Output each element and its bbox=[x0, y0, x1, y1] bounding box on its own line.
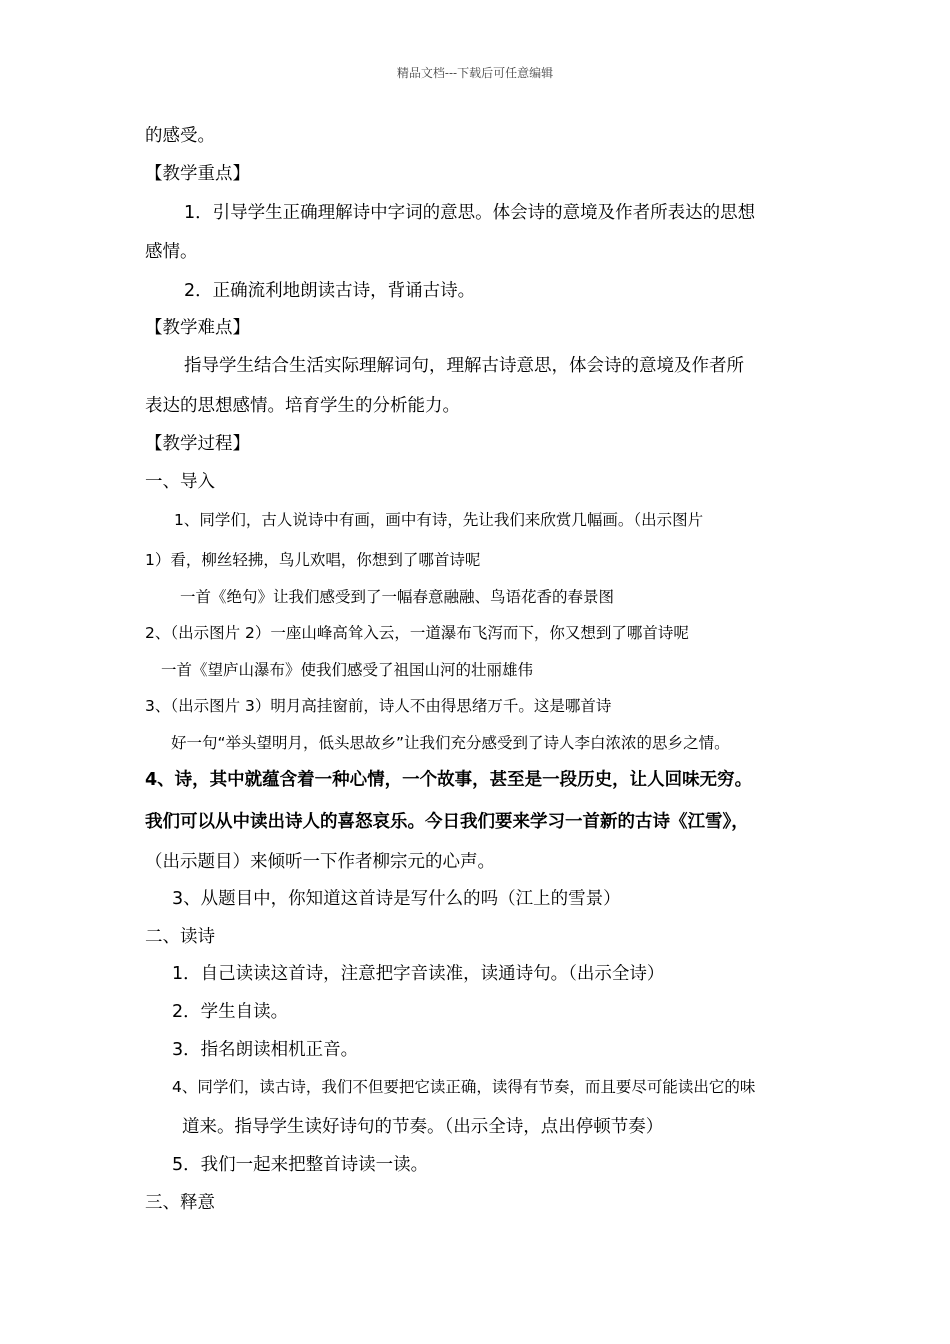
text-line: 好一句“举头望明月，低头思故乡”让我们充分感受到了诗人李白浓浓的思乡之情。 bbox=[171, 734, 730, 752]
text-line: 3、从题目中，你知道这首诗是写什么的吗（江上的雪景） bbox=[172, 889, 621, 909]
text-line: 表达的思想感情。培育学生的分析能力。 bbox=[145, 396, 460, 416]
page-header: 精品文档---下载后可任意编辑 bbox=[396, 66, 554, 80]
text-line: 指导学生结合生活实际理解词句，理解古诗意思，体会诗的意境及作者所 bbox=[184, 356, 744, 376]
text-line: 3、（出示图片 3）明月高挂窗前，诗人不由得思绪万千。这是哪首诗 bbox=[145, 697, 612, 715]
text-line: 道来。指导学生读好诗句的节奏。（出示全诗，点出停顿节奏） bbox=[182, 1117, 664, 1137]
section-heading: 二、读诗 bbox=[145, 927, 215, 947]
text-line: 4、诗，其中就蕴含着一种心情，一个故事，甚至是一段历史，让人回味无穷。 bbox=[145, 770, 753, 790]
section-heading: 一、导入 bbox=[145, 472, 215, 492]
text-line: 2．正确流利地朗读古诗，背诵古诗。 bbox=[184, 281, 476, 301]
section-heading: 【教学过程】 bbox=[145, 434, 250, 454]
section-heading: 【教学难点】 bbox=[145, 318, 250, 338]
text-line: 1．自己读读这首诗，注意把字音读准，读通诗句。（出示全诗） bbox=[172, 964, 665, 984]
text-line: 我们可以从中读出诗人的喜怒哀乐。今日我们要来学习一首新的古诗《江雪》， bbox=[145, 812, 749, 832]
text-line: 5．我们一起来把整首诗读一读。 bbox=[172, 1155, 429, 1175]
text-line: 一首《绝句》让我们感受到了一幅春意融融、鸟语花香的春景图 bbox=[180, 588, 615, 606]
text-line: 2．学生自读。 bbox=[172, 1002, 289, 1022]
section-heading: 【教学重点】 bbox=[145, 164, 250, 184]
text-line: 感情。 bbox=[145, 242, 198, 262]
text-line: 一首《望庐山瀑布》使我们感受了祖国山河的壮丽雄伟 bbox=[161, 661, 534, 679]
text-line: 3．指名朗读相机正音。 bbox=[172, 1040, 359, 1060]
text-line: 4、同学们，读古诗，我们不但要把它读正确，读得有节奏，而且要尽可能读出它的味 bbox=[172, 1078, 756, 1096]
text-line: （出示题目）来倾听一下作者柳宗元的心声。 bbox=[145, 852, 495, 872]
text-line: 1．引导学生正确理解诗中字词的意思。体会诗的意境及作者所表达的思想 bbox=[184, 203, 756, 223]
text-line: 1）看，柳丝轻拂，鸟儿欢唱，你想到了哪首诗呢 bbox=[145, 551, 481, 569]
text-line: 1、同学们，古人说诗中有画，画中有诗，先让我们来欣赏几幅画。（出示图片 bbox=[174, 511, 704, 529]
section-heading: 三、释意 bbox=[145, 1193, 215, 1213]
text-line: 的感受。 bbox=[145, 126, 215, 146]
text-line: 2、（出示图片 2）一座山峰高耸入云，一道瀑布飞泻而下，你又想到了哪首诗呢 bbox=[145, 624, 689, 642]
